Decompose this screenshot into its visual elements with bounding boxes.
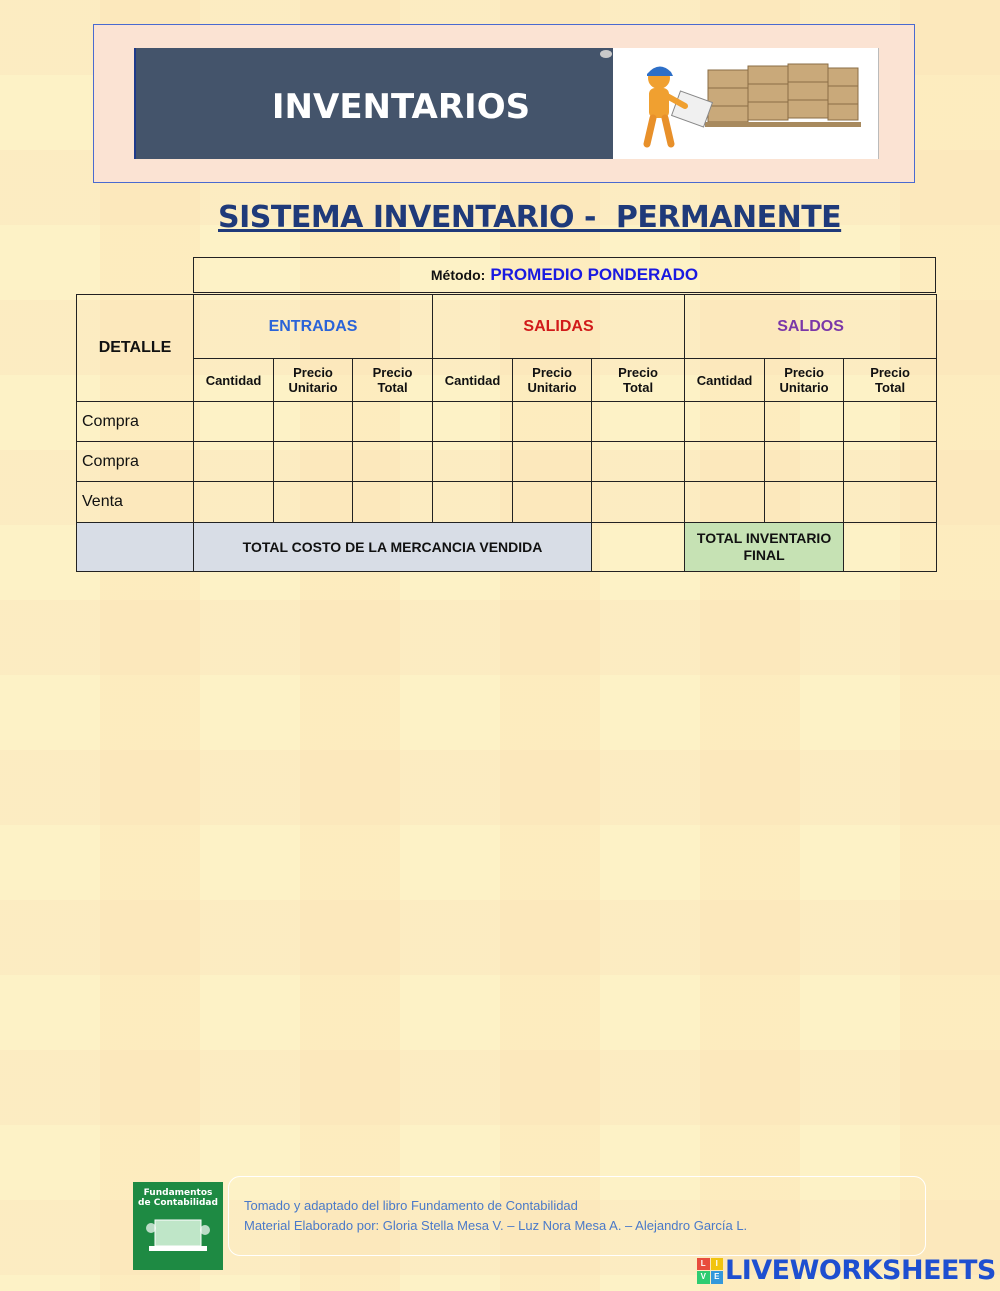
worker-with-boxes-illustration [613,48,879,159]
header-title: INVENTARIOS [271,86,531,127]
col-precio-total-entradas: Precio Total [353,359,433,402]
input-cell[interactable] [513,482,592,523]
pin-icon [600,50,612,58]
input-cell[interactable] [353,442,433,482]
input-cell[interactable] [844,482,937,523]
salidas-header: SALIDAS [433,295,685,359]
input-cell[interactable] [685,402,765,442]
input-cell[interactable] [685,482,765,523]
liveworksheets-icon: L I V E [697,1258,723,1284]
liveworksheets-logo[interactable] [697,1255,996,1286]
book-title: Fundamentos de Contabilidad [138,1188,218,1208]
header-banner [134,48,616,159]
col-precio-unitario-salidas: Precio Unitario [513,359,592,402]
book-cover-image [133,1182,223,1270]
total-cmv-input[interactable] [592,523,685,572]
worker-boxes-icon [613,48,878,159]
liveworksheets-brand: LIVEWORKSHEETS [725,1255,996,1286]
col-cantidad-salidas: Cantidad [433,359,513,402]
row-label: Compra [77,402,194,442]
input-cell[interactable] [274,442,353,482]
input-cell[interactable] [194,402,274,442]
laptop-icon [133,1182,223,1270]
method-label: Método: [430,267,486,283]
total-inventario-final-input[interactable] [844,523,937,572]
table-row [77,482,937,523]
col-precio-unitario-entradas: Precio Unitario [274,359,353,402]
table-row [77,442,937,482]
col-precio-total-salidas: Precio Total [592,359,685,402]
input-cell[interactable] [685,442,765,482]
method-bar [193,257,936,293]
row-label: Compra [77,442,194,482]
detalle-header: DETALLE [77,295,194,402]
total-cmv-label: TOTAL COSTO DE LA MERCANCIA VENDIDA [194,523,592,572]
total-inventario-final-label: TOTAL INVENTARIO FINAL [685,523,844,572]
entradas-header: ENTRADAS [194,295,433,359]
page-title: SISTEMA INVENTARIO - PERMANENTE [218,200,842,235]
input-cell[interactable] [513,442,592,482]
totals-spacer [77,523,194,572]
input-cell[interactable] [274,482,353,523]
input-cell[interactable] [353,402,433,442]
row-label: Venta [77,482,194,523]
col-precio-total-saldos: Precio Total [844,359,937,402]
input-cell[interactable] [765,482,844,523]
table-row [77,402,937,442]
input-cell[interactable] [194,442,274,482]
input-cell[interactable] [433,442,513,482]
input-cell[interactable] [592,442,685,482]
credits-box [228,1176,926,1256]
col-cantidad-entradas: Cantidad [194,359,274,402]
inventory-table [76,294,937,572]
totals-row [77,523,937,572]
input-cell[interactable] [194,482,274,523]
input-cell[interactable] [844,442,937,482]
input-cell[interactable] [274,402,353,442]
input-cell[interactable] [765,442,844,482]
input-cell[interactable] [433,402,513,442]
col-precio-unitario-saldos: Precio Unitario [765,359,844,402]
method-value: PROMEDIO PONDERADO [490,265,699,284]
input-cell[interactable] [765,402,844,442]
input-cell[interactable] [433,482,513,523]
input-cell[interactable] [844,402,937,442]
input-cell[interactable] [353,482,433,523]
input-cell[interactable] [592,482,685,523]
credit-line-2: Material Elaborado por: Gloria Stella Mesa V. – Luz Nora Mesa A. – Alejandro García L. [244,1218,748,1233]
credit-line-1: Tomado y adaptado del libro Fundamento de Contabilidad [244,1198,578,1213]
col-cantidad-saldos: Cantidad [685,359,765,402]
input-cell[interactable] [513,402,592,442]
saldos-header: SALDOS [685,295,937,359]
input-cell[interactable] [592,402,685,442]
